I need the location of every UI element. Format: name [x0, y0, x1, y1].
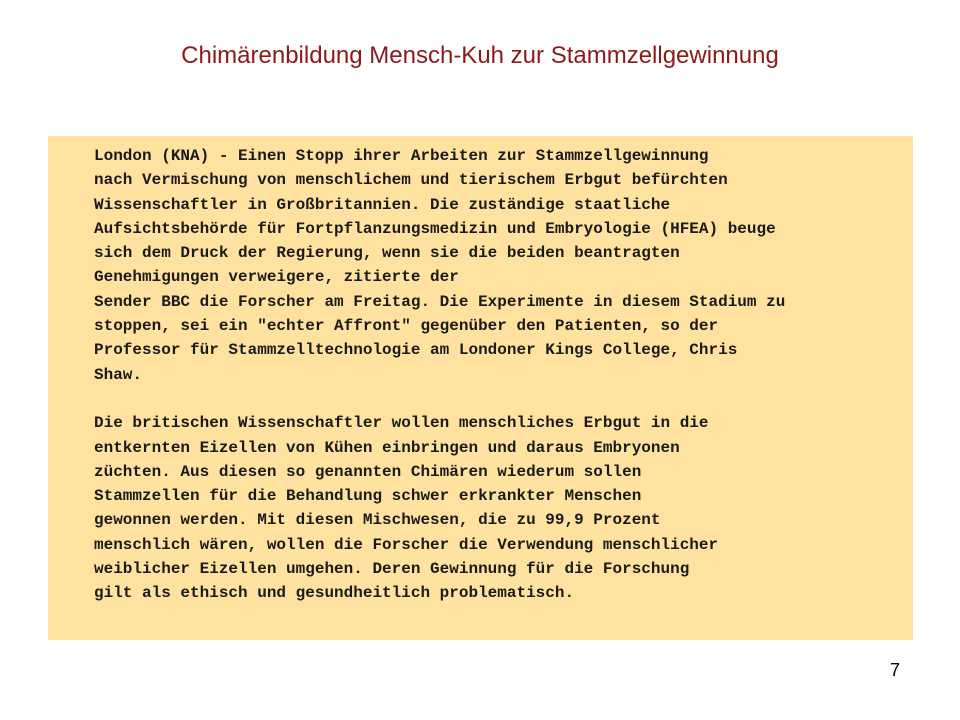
- paragraph-line: Aufsichtsbehörde für Fortpflanzungsmedizin und Embryologie (HFEA) beuge: [94, 219, 776, 238]
- paragraph-line: nach Vermischung von menschlichem und tierischem Erbgut befürchten: [94, 171, 728, 190]
- paragraph-line: entkernten Eizellen von Kühen einbringen und daraus Embryonen: [94, 438, 680, 457]
- paragraph-line: Professor für Stammzelltechnologie am Londoner Kings College, Chris: [94, 341, 738, 360]
- page-number: 7: [889, 660, 900, 680]
- paragraph-line: weiblicher Eizellen umgehen. Deren Gewinnung für die Forschung: [94, 560, 690, 579]
- article-text-box: [48, 136, 913, 640]
- paragraph-line: Die britischen Wissenschaftler wollen menschliches Erbgut in die: [94, 414, 709, 433]
- slide-title: Chimärenbildung Mensch-Kuh zur Stammzellgewinnung: [181, 42, 779, 69]
- paragraph-line: menschlich wären, wollen die Forscher die Verwendung menschlicher: [94, 535, 719, 554]
- paragraph-line: Genehmigungen verweigere, zitierte der: [94, 268, 459, 287]
- paragraph-line: züchten. Aus diesen so genannten Chimären wiederum sollen: [94, 462, 642, 481]
- paragraph-line: Stammzellen für die Behandlung schwer erkrankter Menschen: [94, 487, 642, 506]
- paragraph-line: London (KNA) - Einen Stopp ihrer Arbeiten zur Stammzellgewinnung: [94, 147, 709, 165]
- paragraph-gap: [94, 387, 913, 411]
- paragraph-line: gilt als ethisch und gesundheitlich problematisch.: [94, 584, 575, 603]
- paragraph-line: Shaw.: [94, 365, 143, 384]
- article-paragraph-1: [94, 144, 913, 387]
- paragraph-line: stoppen, sei ein "echter Affront" gegenüber den Patienten, so der: [94, 317, 719, 336]
- paragraph-line: sich dem Druck der Regierung, wenn sie die beiden beantragten: [94, 244, 680, 263]
- paragraph-line: Wissenschaftler in Großbritannien. Die zuständige staatliche: [94, 195, 671, 214]
- paragraph-line: Sender BBC die Forscher am Freitag. Die Experimente in diesem Stadium zu: [94, 292, 786, 311]
- paragraph-line: gewonnen werden. Mit diesen Mischwesen, die zu 99,9 Prozent: [94, 511, 661, 530]
- article-paragraph-2: [94, 411, 913, 605]
